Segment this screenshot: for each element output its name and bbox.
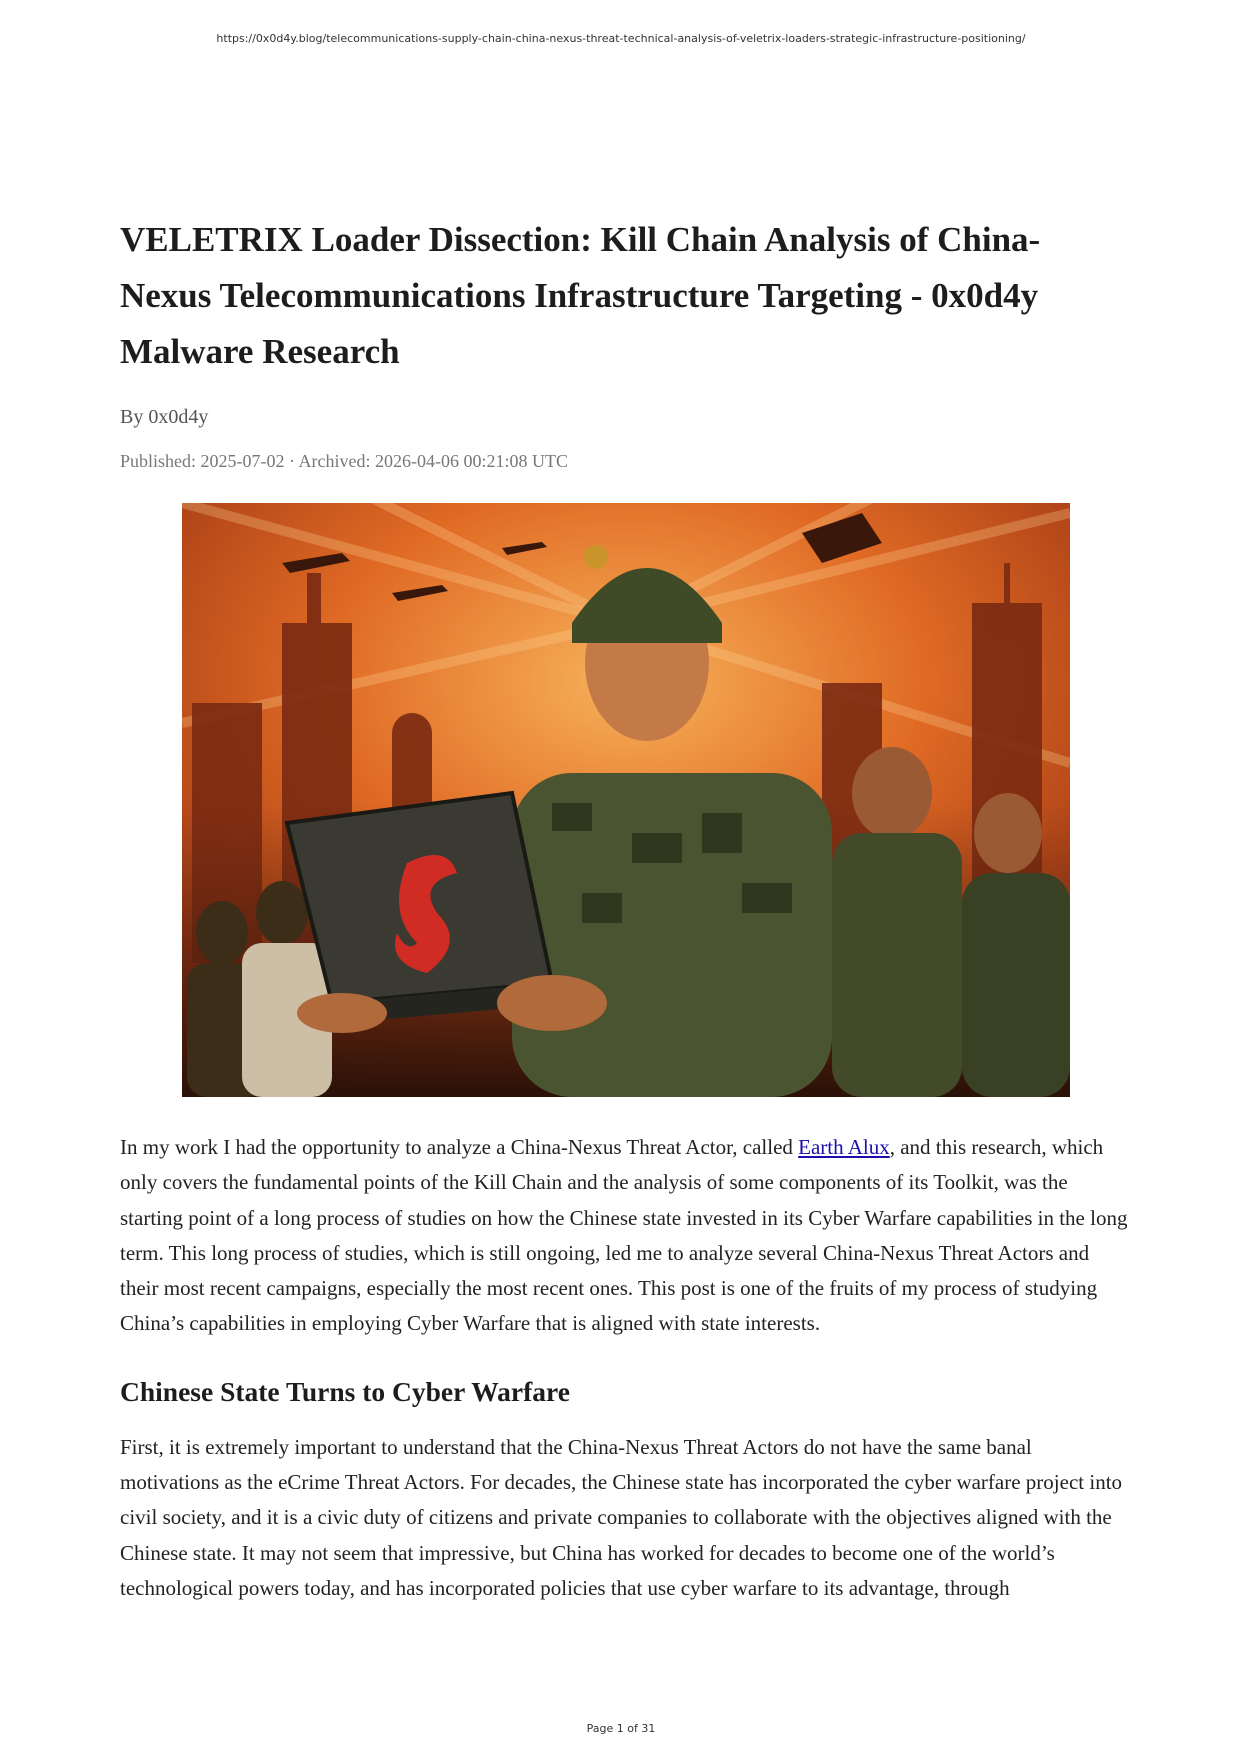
section-heading: Chinese State Turns to Cyber Warfare bbox=[120, 1375, 570, 1407]
section-paragraph: First, it is extremely important to understand that the China-Nexus Threat Actors do not have the same banal motivations as the eCrime Threat Actors. For decades, the Chinese state has incorporated the cyber warfare project into civil society, and it is a civic duty of citizens and private companies to collaborate with the objectives aligned with the Chinese state. It may not seem that impressive, but China has worked for decades to become one of the world’s technological powers today, and has incorporated policies that use cyber warfare to its advantage, through bbox=[120, 1434, 1123, 1600]
page-number: Page 1 of 31 bbox=[586, 1722, 656, 1735]
intro-text-before-link: In my work I had the opportunity to analyze a China-Nexus Threat Actor, called bbox=[120, 1135, 799, 1159]
article-header bbox=[120, 212, 1130, 472]
publish-meta: Published: 2025-07-02 · Archived: 2026-04-06 00:21:08 UTC bbox=[120, 451, 568, 471]
earth-alux-link[interactable]: Earth Alux bbox=[798, 1135, 890, 1159]
article-body bbox=[120, 1130, 1130, 1606]
author-byline: By 0x0d4y bbox=[120, 406, 209, 428]
article-title: VELETRIX Loader Dissection: Kill Chain Analysis of China-Nexus Telecommunications Infrastructure Targeting - 0x0d4y Malware Research bbox=[120, 220, 1041, 371]
intro-text-after-link: , and this research, which only covers the fundamental points of the Kill Chain and the analysis of some components of its Toolkit, was the starting point of a long process of studies on how the Chinese state invested in its Cyber Warfare capabilities in the long term. This long process of studies, which is still ongoing, led me to analyze several China-Nexus Threat Actors and their most recent campaigns, especially the most recent ones. This post is one of the fruits of my process of studying China’s capabilities in employing Cyber Warfare that is aligned with state interests. bbox=[120, 1135, 1128, 1336]
source-url: https://0x0d4y.blog/telecommunications-supply-chain-china-nexus-threat-technical-analysis-of-veletrix-loaders-strategic-infrastructure-positioning/ bbox=[216, 32, 1026, 45]
intro-paragraph bbox=[120, 1130, 1130, 1342]
hero-image bbox=[182, 503, 1070, 1097]
